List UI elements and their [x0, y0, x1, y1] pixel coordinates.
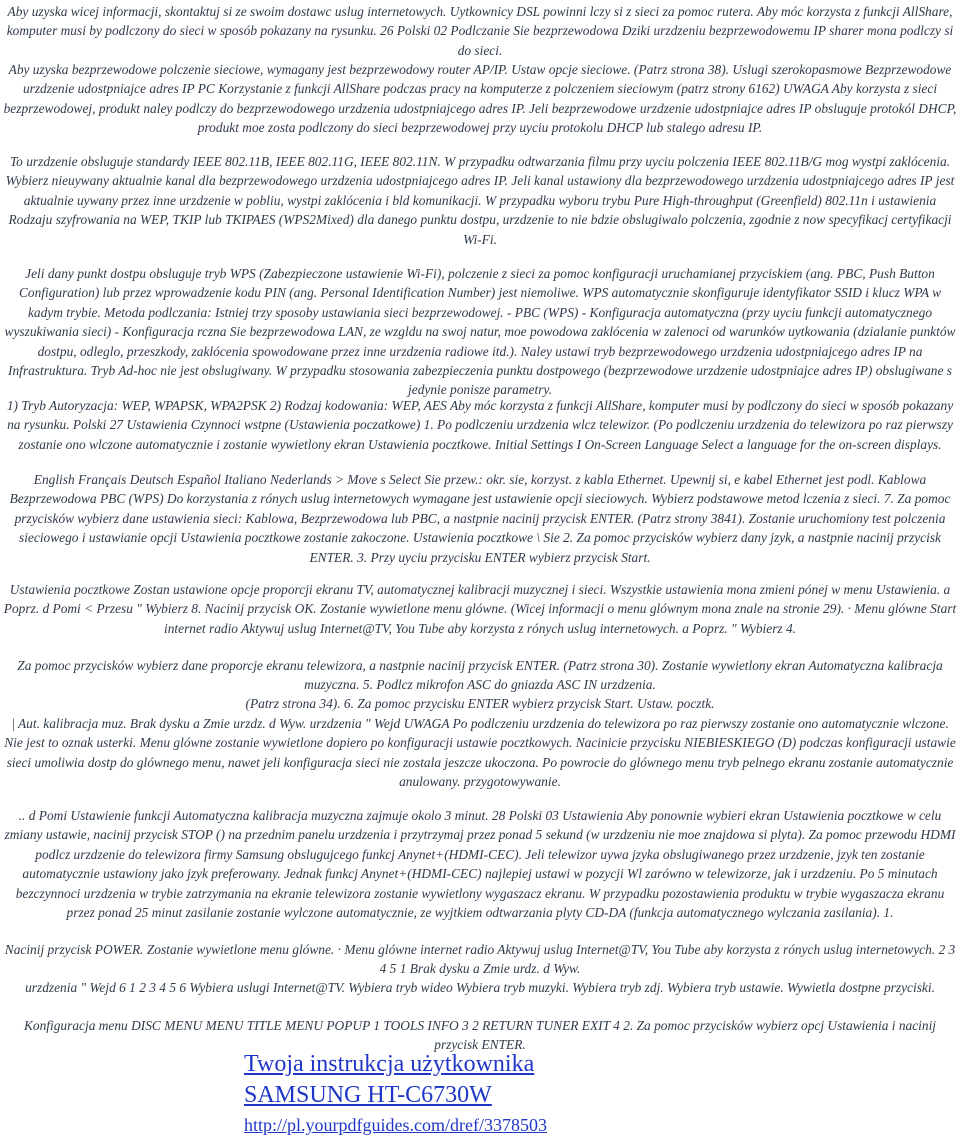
paragraph-7: Ustawienia pocztkowe Zostan ustawione opcje proporcji ekranu TV, automatycznej kalibracji muzycznej i sieci. Wszystkie ustawienia mona zmieni pónej w menu Ustawienia. a Poprz. d Pomi < Przesu " Wybierz 8. Nacinij przycisk OK. Zostanie wywietlone menu glówne. (Wicej informacji o menu glównym mona znale na stronie 29). · Menu glówne Start internet radio Aktywuj uslug Internet@TV, You Tube aby korzysta z rónych uslug internetowych. a Poprz. " Wybierz 4. — [3, 582, 957, 636]
paragraph-3: To urzdzenie obsluguje standardy IEEE 802.11B, IEEE 802.11G, IEEE 802.11N. W przypadku odtwarzania filmu przy uyciu polczenia IEEE 802.11B/G mog wystpi zaklócenia. Wybierz nieuywany aktualnie kanal dla bezprzewodowego urzdzenia udostpniajcego adres IP. Jeli kanal ustawiony dla bezprzewodowego urzdzenia udostpniajcego adres IP jest aktualnie uywany przez inne urzdzenie w pobliu, wystpi zaklócenia i bld komunikacji. W przypadku wyboru trybu Pure High-throughput (Greenfield) 802.11n i ustawienia Rodzaju szyfrowania na WEP, TKIP lub TKIPAES (WPS2Mixed) dla danego punktu dostpu, urzdzenie to nie bdzie obslugiwalo polczenia, zgodnie z now specyfikacj certyfikacji Wi-Fi. — [5, 154, 955, 247]
paragraph-6: English Français Deutsch Español Italiano Nederlands > Move s Select Sie przew.: okr. sie, korzyst. z kabla Ethernet. Upewnij si, e kabel Ethernet jest podl. Kablowa Bezprzewodowa PBC (WPS) Do korzystania z rónych uslug internetowych wymagane jest ustawienie opcji sieciowych. Wybierz podstawowe metod lczenia z sieci. 7. Za pomoc przycisków wybierz dane ustawienia sieci: Kablowa, Bezprzewodowa lub PBC, a nastpnie nacinij przycisk ENTER. (Patrz strony 3841). Zostanie uruchomiony test polczenia sieciowego i ustawianie opcji Ustawienia pocztkowe zostanie zakoczone. Ustawienia pocztkowe \ Sie 2. Za pomoc przycisków wybierz dany jzyk, a nastpnie nacinij przycisk ENTER. 3. Przy uyciu przycisku ENTER wybierz przycisk Start. — [9, 472, 951, 565]
source-url-link[interactable]: http://pl.yourpdfguides.com/dref/3378503 — [244, 1115, 547, 1135]
paragraph-4: Jeli dany punkt dostpu obsluguje tryb WPS (Zabezpieczone ustawienie Wi-Fi), polczenie z sieci za pomoc konfiguracji uruchamianej przyciskiem (ang. PBC, Push Button Configuration) lub przez wprowadzenie kodu PIN (ang. Personal Identification Number) jest niemoliwe. WPS automatycznie skonfiguruje identyfikator SSID i klucz WPA w kadym trybie. Metoda podlczania: Istniej trzy sposoby ustawiania sieci bezprzewodowej. - PBC (WPS) - Konfiguracja automatyczna (przy uyciu funkcji automatycznego wyszukiwania sieci) - Konfiguracja rczna Sie bezprzewodowa LAN, ze wzgldu na swoj natur, moe powodowa zaklócenia w zalenoci od warunków uytkowania (dzialanie punktów dostpu, odleglo, przeszkody, zaklócenia spowodowane przez inne urzdzenia radiowe itd.). Naley ustawi tryb bezprzewodowego urzdzenia udostpniajcego adres IP na Infrastruktura. Tryb Ad-hoc nie jest obslugiwany. W przypadku stosowania zabezpieczenia punktu dostpowego (bezprzewodowe urzdzenie udostpniajce adres IP) obslugiwane s jedynie ponisze parametry. — [4, 266, 956, 398]
paragraph-2: Aby uzyska bezprzewodowe polczenie sieciowe, wymagany jest bezprzewodowy router AP/IP. Ustaw opcje sieciowe. (Patrz strona 38). Uslugi szerokopasmowe Bezprzewodowe urzdzenie udostpniajce adres IP PC Korzystanie z funkcji AllShare podczas pracy na komputerze z polczeniem sieciowym (patrz strony 6162) UWAGA Aby korzysta z sieci bezprzewodowej, produkt naley podlczy do bezprzewodowego urzdzenia udostpniajcego adres IP. Jeli bezprzewodowe urzdzenie udostpniajce adres IP obsluguje protokól DHCP, produkt moe zosta podlczony do sieci bezprzewodowej przy uyciu protokolu DHCP lub stalego adresu IP. — [3, 62, 957, 136]
paragraph-12: Nacinij przycisk POWER. Zostanie wywietlone menu glówne. · Menu glówne internet radio Aktywuj uslug Internet@TV, You Tube aby korzysta z rónych uslug internetowych. 2 3 4 5 1 Brak dysku a Zmie urdz. d Wyw. — [4, 942, 956, 977]
paragraph-1: Aby uzyska wicej informacji, skontaktuj si ze swoim dostawc uslug internetowych. Uytkownicy DSL powinni lczy si z sieci za pomoc rutera. Aby móc korzysta z funkcji AllShare, komputer musi by podlczony do sieci w sposób pokazany na rysunku. 26 Polski 02 Podlczanie Sie bezprzewodowa Dziki urzdzeniu bezprzewodowemu IP sharer mona podlczy si do sieci. — [6, 4, 954, 58]
manual-title-link[interactable]: Twoja instrukcja użytkownika — [244, 1051, 535, 1077]
paragraph-11: .. d Pomi Ustawienie funkcji Automatyczna kalibracja muzyczna zajmuje okolo 3 minut. 28 Polski 03 Ustawienia Aby ponownie wybieri ekran Ustawienia pocztkowe w celu zmiany ustawie, nacinij przycisk STOP () na przednim panelu urzdzenia i przytrzymaj przez ponad 5 sekund (w urzdzeniu nie moe znajdowa si plyta). Za pomoc przewodu HDMI podlcz urzdzenie do telewizora firmy Samsung obslugujcego funkcj Anynet+(HDMI-CEC). Jeli telewizor uywa jzyka obslugiwanego przez urzdzenie, jzyk ten zostanie automatycznie ustawiony jako jzyk preferowany. Jednak funkcj Anynet+(HDMI-CEC) najlepiej ustawi w pozycji Wl zarówno w telewizorze, jak i urzdzeniu. Po 5 minutach bezczynnoci urzdzenia w trybie zatrzymania na ekranie telewizora zostanie wywietlony wygaszacz ekranu. W przypadku pozostawienia produktu w trybie wygaszacza ekranu przez ponad 25 minut zasilanie zostanie wylczone automatycznie, ze wyjtkiem odtwarzania plyty CD-DA (funkcja automatycznego wylczania zasilania). 1. — [4, 808, 956, 921]
paragraph-13: urzdzenia " Wejd 6 1 2 3 4 5 6 Wybiera uslugi Internet@TV. Wybiera tryb wideo Wybiera tryb muzyki. Wybiera tryb zdj. Wybiera tryb ustawie. Wywietla dostpne przyciski. — [25, 980, 935, 995]
paragraph-9: (Patrz strona 34). 6. Za pomoc przycisku ENTER wybierz przycisk Start. Ustaw. pocztk. — [245, 696, 715, 711]
footer-links — [244, 1049, 804, 1137]
product-model-link[interactable]: SAMSUNG HT-C6730W — [244, 1082, 492, 1108]
paragraph-10: | Aut. kalibracja muz. Brak dysku a Zmie urzdz. d Wyw. urzdzenia " Wejd UWAGA Po podlczeniu urzdzenia do telewizora po raz pierwszy zostanie ono automatycznie wlczone. Nie jest to oznak usterki. Menu glówne zostanie wywietlone dopiero po konfiguracji ustawie pocztkowych. Nacinicie przycisku NIEBIESKIEGO (D) podczas konfiguracji ustawie sieci umoliwia dostp do glównego menu, nawet jeli konfiguracja sieci nie zostala jeszcze ukoczona. Po powrocie do glównego menu tryb pelnego ekranu zostanie automatycznie anulowany. przygotowywanie. — [4, 716, 956, 790]
paragraph-14: Konfiguracja menu DISC MENU MENU TITLE MENU POPUP 1 TOOLS INFO 3 2 RETURN TUNER EXIT 4 2. Za pomoc przycisków wybierz opcj Ustawienia i nacinij przycisk ENTER. — [23, 1018, 937, 1053]
paragraph-8: Za pomoc przycisków wybierz dane proporcje ekranu telewizora, a nastpnie nacinij przycisk ENTER. (Patrz strona 30). Zostanie wywietlony ekran Automatyczna kalibracja muzyczna. 5. Podlcz mikrofon ASC do gniazda ASC IN urzdzenia. — [17, 658, 943, 693]
paragraph-5: 1) Tryb Autoryzacja: WEP, WPAPSK, WPA2PSK 2) Rodzaj kodowania: WEP, AES Aby móc korzysta z funkcji AllShare, komputer musi by podlczony do sieci w sposób pokazany na rysunku. Polski 27 Ustawienia Czynnoci wstpne (Ustawienia poczatkowe) 1. Po podlczeniu urzdzenia wlcz telewizor. (Po podlczeniu urzdzenia do telewizora po raz pierwszy zostanie ono wlczone automatycznie i zostanie wywietlony ekran Ustawienia pocztkowe. Initial Settings I On-Screen Language Select a language for the on-screen displays. — [6, 398, 954, 452]
